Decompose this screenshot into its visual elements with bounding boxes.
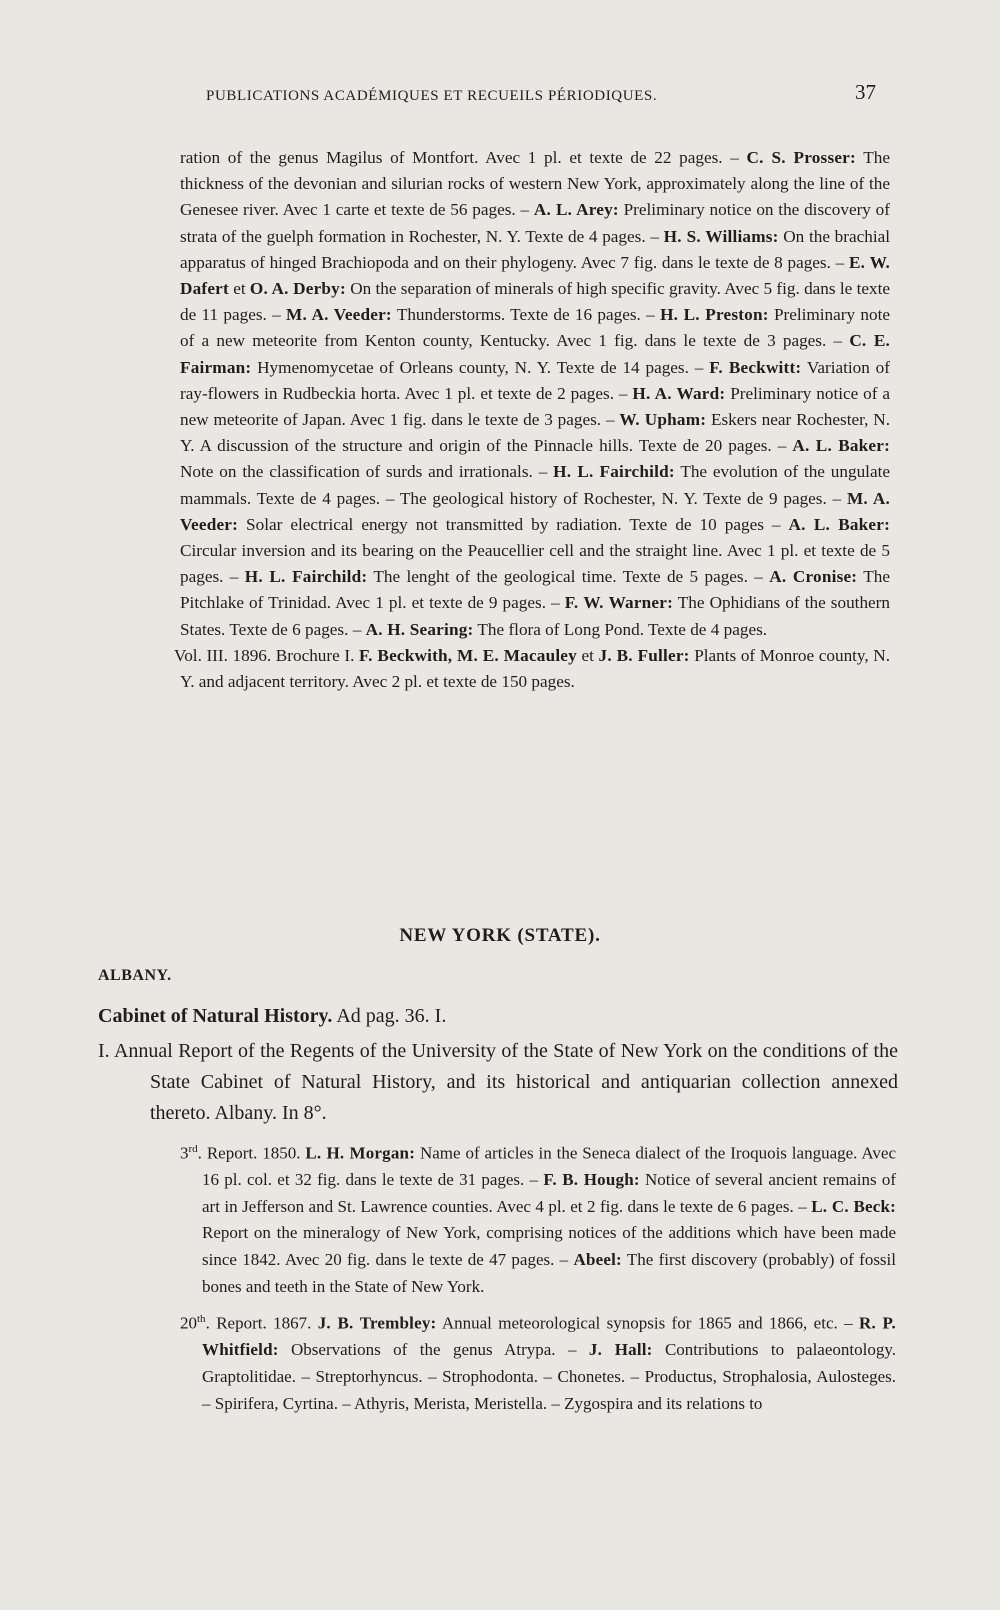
report-entry-text — [198, 1144, 896, 1296]
report-ordinal-suffix: th — [197, 1313, 206, 1326]
report-entry — [180, 1306, 896, 1417]
author-name: J. Hall: — [588, 1340, 653, 1360]
entry-text: Vol. III. 1896. Brochure I. — [174, 645, 359, 665]
publication-entries — [180, 145, 890, 643]
entry-text: The evolution of the ungulate mammals. Texte de 4 pages. – The geological history of Rochester, N. Y. Texte de 9 pages. – — [180, 462, 890, 508]
entry-text: On the brachial apparatus of hinged Brachiopoda and on their phylogeny. Avec 7 fig. dans le texte de 8 pages. – — [180, 226, 890, 272]
entry-text: Eskers near Rochester, N. Y. A discussion of the structure and origin of the Pinnacle hills. Texte de 20 pages. – — [180, 410, 890, 456]
entry-text: Preliminary notice on the discovery of strata of the guelph formation in Rochester, N. Y. Texte de 4 pages. – — [180, 200, 890, 246]
volume-entry — [174, 643, 891, 695]
author-name: R. P. Whitfield: — [202, 1313, 896, 1360]
page-number: 37 — [855, 80, 876, 104]
entry-text: The lenght of the geological time. Texte de 5 pages. – — [367, 567, 770, 587]
entry-text: The flora of Long Pond. Texte de 4 pages. — [473, 619, 768, 639]
author-name: C. E. Fairman: — [180, 331, 890, 377]
author-name: H. L. Fairchild: — [244, 567, 368, 587]
entry-text: Preliminary notice of a new meteorite of Japan. Avec 1 fig. dans le texte de 3 pages. – — [180, 383, 891, 430]
entry-text: Notice of several ancient remains of art in Jefferson and St. Lawrence counties. Avec 4 pl. et 2 fig. dans le texte de 6 pages. – — [202, 1170, 896, 1216]
author-name: W. Upham: — [619, 410, 707, 430]
entry-text: The thickness of the devonian and silurian rocks of western New York, approximately along the line of the Genesee river. Avec 1 carte et texte de 56 pages. – — [180, 148, 890, 220]
entry-text: et — [228, 279, 250, 299]
report-series-text: I. Annual Report of the Regents of the University of the State of New York on the conditions of the State Cabinet of Natural History, and its historical and antiquarian collection annexed thereto. Albany. In 8°. — [98, 1040, 898, 1124]
author-name: A. H. Searing: — [365, 619, 474, 639]
author-name: M. A. Veeder: — [180, 488, 890, 534]
publication-list-continued — [174, 145, 891, 695]
author-name: F. B. Hough: — [543, 1170, 640, 1190]
entry-text: . Report. 1867. — [205, 1313, 318, 1333]
entry-text: Solar electrical energy not transmitted by radiation. Texte de 10 pages – — [238, 514, 789, 534]
author-name: O. A. Derby: — [249, 279, 346, 299]
author-name: F. Beckwitt: — [709, 357, 802, 377]
report-entries — [180, 1136, 896, 1423]
report-entry — [180, 1136, 896, 1300]
entry-text: Circular inversion and its bearing on the Peaucellier cell and the straight line. Avec 1 pl. et texte de 5 pages. – — [180, 541, 890, 587]
author-name: F. W. Warner: — [564, 593, 674, 613]
author-name: L. C. Beck: — [811, 1196, 896, 1216]
institution-title — [98, 1005, 446, 1028]
author-name: J. B. Trembley: — [317, 1313, 437, 1333]
entry-text: Contributions to palaeontology. Graptolitidae. – Streptorhyncus. – Strophodonta. – Chonetes. – Productus, Strophalosia, Aulosteges. – Spirifera, Cyrtina. – Athyris, Merista, Meristella. – Zygospira and its relations to — [202, 1340, 896, 1413]
entry-text: The first discovery (probably) of fossil bones and teeth in the State of New York. — [202, 1250, 896, 1296]
running-header: PUBLICATIONS ACADÉMIQUES ET RECUEILS PÉRIODIQUES. — [206, 88, 658, 104]
author-name: C. S. Prosser: — [746, 148, 856, 167]
entry-text: On the separation of minerals of high specific gravity. Avec 5 fig. dans le texte de 11 pages. – — [180, 279, 890, 325]
entry-text: Report on the mineralogy of New York, comprising notices of the additions which have been made since 1842. Avec 20 fig. dans le texte de 47 pages. – — [202, 1223, 896, 1270]
report-ordinal-suffix: rd — [188, 1143, 198, 1155]
author-name: H. A. Ward: — [632, 383, 726, 403]
entry-text: Plants of Monroe county, N. Y. and adjacent territory. Avec 2 pl. et texte de 150 pages. — [180, 645, 891, 692]
entry-text: Hymenomycetae of Orleans county, N. Y. Texte de 14 pages. – — [251, 357, 710, 377]
entry-text: The Ophidians of the southern States. Texte de 6 pages. – — [180, 593, 890, 639]
author-name: J. B. Fuller: — [598, 645, 690, 665]
entry-text: Variation of ray-flowers in Rudbeckia horta. Avec 1 pl. et texte de 2 pages. – — [180, 357, 891, 403]
author-name: L. H. Morgan: — [305, 1143, 416, 1163]
report-ordinal: 20 — [180, 1313, 197, 1333]
report-ordinal: 3 — [180, 1143, 189, 1163]
author-name: H. S. Williams: — [663, 226, 779, 246]
author-name: E. W. Dafert — [180, 252, 891, 299]
entry-text: . Report. 1850. — [197, 1143, 306, 1163]
entry-text: ration of the genus Magilus of Montfort. Avec 1 pl. et texte de 22 pages. – — [180, 148, 747, 167]
entry-text: Name of articles in the Seneca dialect of the Iroquois language. Avec 16 pl. col. et 32 fig. dans le texte de 31 pages. – — [202, 1143, 896, 1190]
author-name: A. Cronise: — [769, 567, 858, 587]
entry-text: Thunderstorms. Texte de 16 pages. – — [391, 305, 661, 325]
author-name: H. L. Fairchild: — [553, 462, 675, 482]
entry-text: The Pitchlake of Trinidad. Avec 1 pl. et texte de 9 pages. – — [180, 567, 890, 613]
entry-text: Annual meteorological synopsis for 1865 and 1866, etc. – — [436, 1313, 859, 1333]
institution-ref: Ad pag. 36. I. — [332, 1005, 447, 1027]
city-heading: ALBANY. — [98, 967, 172, 984]
author-name: M. A. Veeder: — [286, 305, 392, 325]
entry-text: et — [576, 645, 599, 665]
entry-text: Note on the classification of surds and irrationals. – — [180, 462, 554, 482]
entry-text: Observations of the genus Atrypa. – — [278, 1340, 589, 1360]
author-name: Abeel: — [573, 1250, 622, 1270]
report-entry-text — [202, 1314, 896, 1413]
report-series-title — [98, 1036, 898, 1129]
entry-text: Preliminary note of a new meteorite from Kenton county, Kentucky. Avec 1 fig. dans le texte de 3 pages. – — [180, 305, 890, 351]
volume-entry-text — [174, 646, 890, 691]
author-name: A. L. Arey: — [533, 200, 619, 220]
section-heading: NEW YORK (STATE). — [399, 925, 601, 946]
author-name: H. L. Preston: — [660, 305, 769, 325]
author-name: A. L. Baker: — [788, 514, 891, 534]
institution-name: Cabinet of Natural History. — [98, 1005, 333, 1027]
author-name: F. Beckwith, M. E. Macauley — [358, 645, 577, 665]
author-name: A. L. Baker: — [792, 436, 890, 456]
